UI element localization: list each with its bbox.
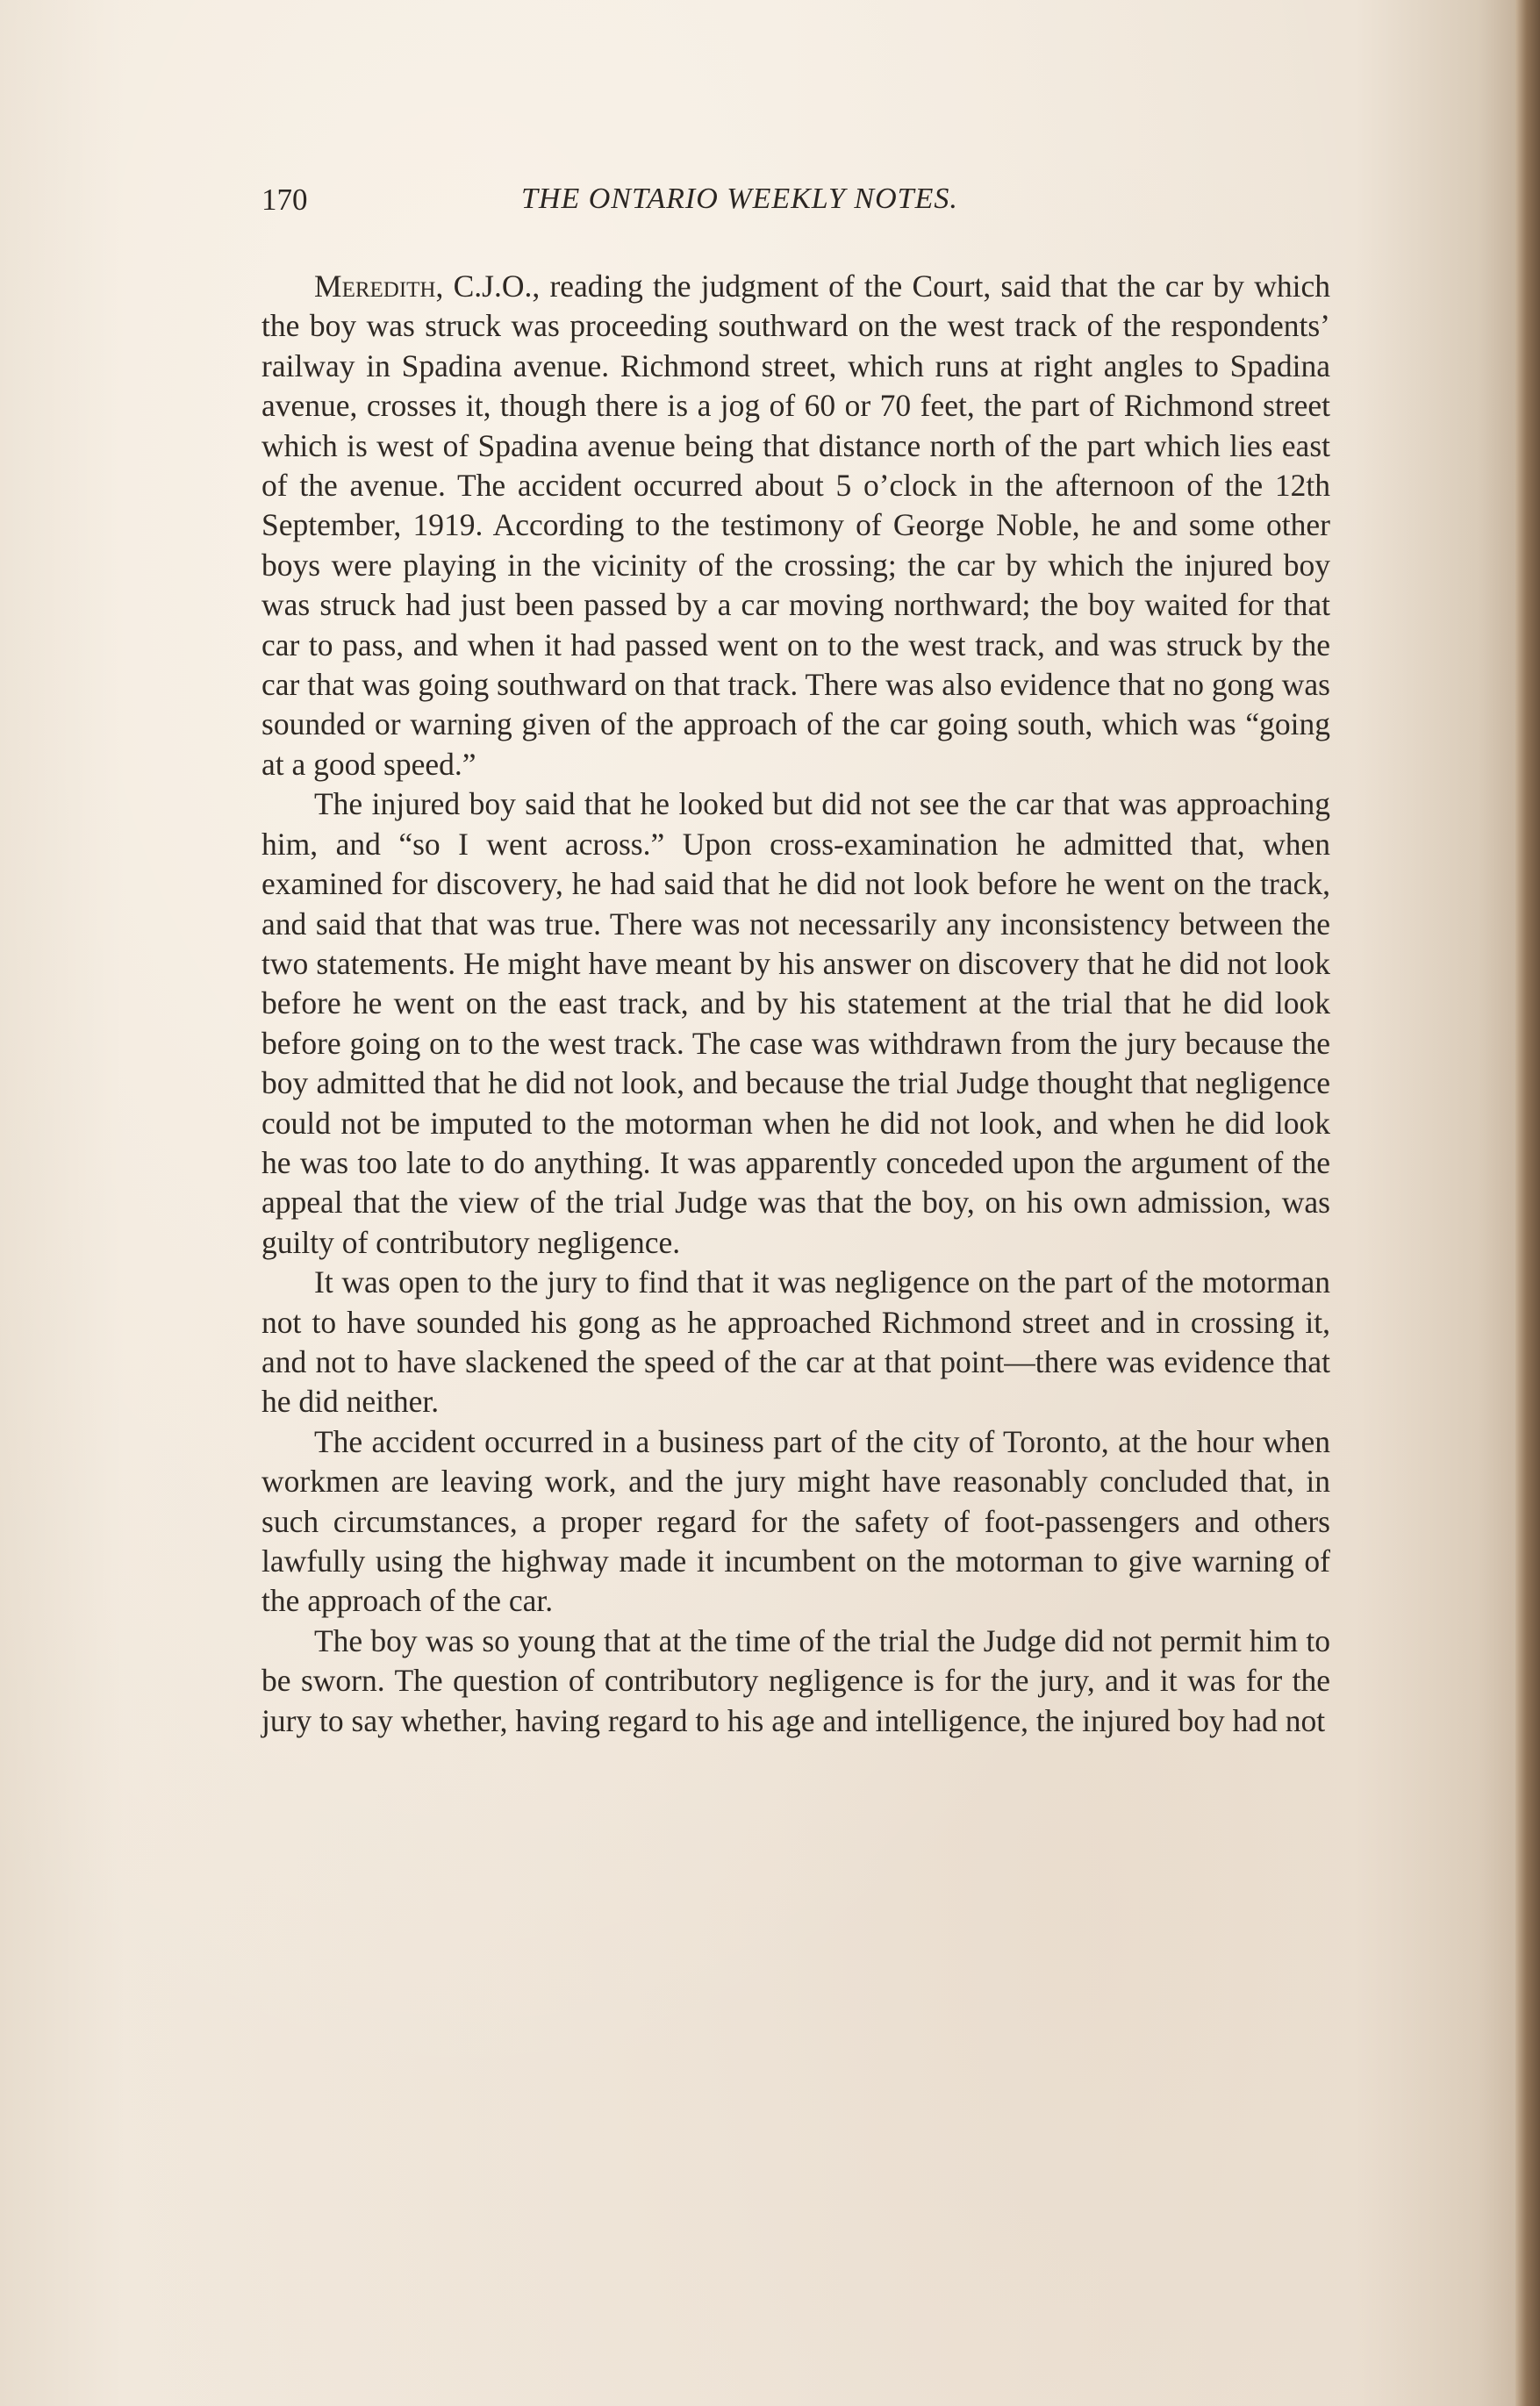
running-title: THE ONTARIO WEEKLY NOTES. [521, 183, 958, 215]
paragraph-5: The boy was so young that at the time of the trial the Judge did not permit him to be sworn. The question of contributory negligence is for the jury, and it was for the jury to say whether, having regard to his age and intelligence, the injured boy had not [261, 1622, 1330, 1738]
body-text [261, 267, 1330, 1741]
paragraph-1 [261, 267, 1330, 784]
judge-name: Meredith [314, 269, 436, 304]
running-header [261, 183, 1334, 226]
book-spine-edge [1515, 0, 1540, 2406]
page-number: 170 [261, 183, 308, 217]
paragraph-4: The accident occurred in a business part of the city of Toronto, at the hour when workmen are leaving work, and the jury might have reasonably concluded that, in such circumstances, a proper regard for the safety of foot-passengers and others lawfully using the highway made it incumbent on the motorman to give warning of the approach of the car. [261, 1423, 1330, 1619]
paragraph-1-text: , C.J.O., reading the judgment of the Court, said that the car by which the boy was struck was proceeding southward on the west track of the respondents’ railway in Spadina avenue. Richmond street, which runs at right angles to Spadina avenue, crosses it, though there is a jog of 60 or 70 feet, the part of Richmond street which is west of Spadina avenue being that distance north of the part which lies east of the avenue. The accident occurred about 5 o’clock in the afternoon of the 12th September, 1919. According to the testimony of George Noble, he and some other boys were playing in the vicinity of the crossing; the car by which the injured boy was struck had just been passed by a car moving northward; the boy waited for that car to pass, and when it had passed went on to the west track, and was struck by the car that was going southward on that track. There was also evidence that no gong was sounded or warning given of the approach of the car going south, which was “going at a good speed.” [261, 269, 1330, 782]
paragraph-2: The injured boy said that he looked but did not see the car that was approaching him, and “so I went across.” Upon cross-examination he admitted that, when examined for discovery, he had said that he did not look before he went on the track, and said that that was true. There was not necessarily any inconsistency between the two statements. He might have meant by his answer on discovery that he did not look before he went on the east track, and by his statement at the trial that he did look before going on to the west track. The case was withdrawn from the jury because the boy admitted that he did not look, and because the trial Judge thought that negligence could not be imputed to the motorman when he did not look, and when he did look he was too late to do anything. It was apparently conceded upon the argument of the appeal that the view of the trial Judge was that the boy, on his own admission, was guilty of contributory negligence. [261, 786, 1330, 1260]
paragraph-3: It was open to the jury to find that it was negligence on the part of the motorman not to have sounded his gong as he approached Richmond street and in crossing it, and not to have slackened the speed of the car at that point—there was evidence that he did neither. [261, 1264, 1330, 1420]
